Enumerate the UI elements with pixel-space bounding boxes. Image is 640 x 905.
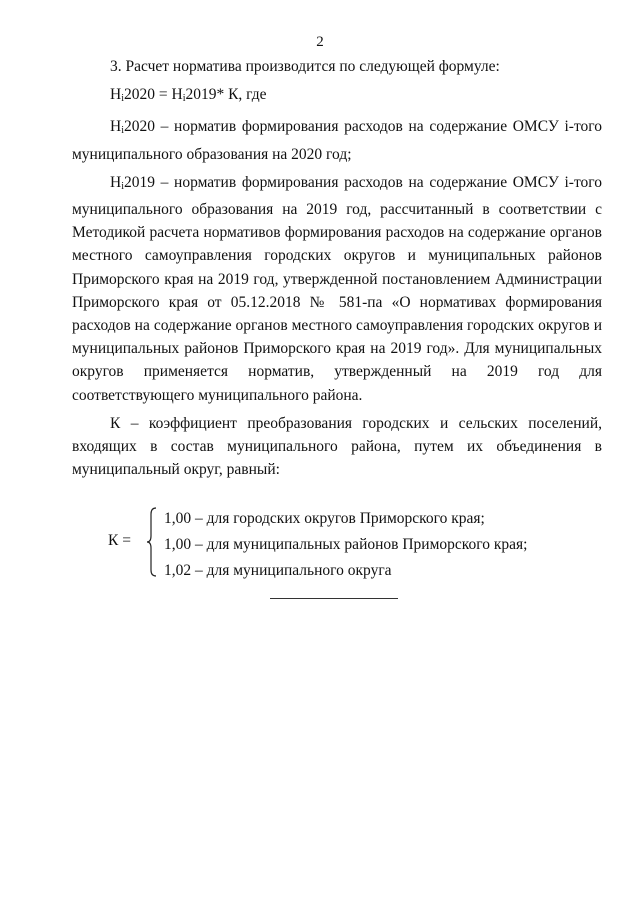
document-body (72, 55, 602, 486)
page-number: 2 (316, 34, 324, 50)
formula-h-symbol: Н (110, 86, 122, 104)
def-h-symbol: Н (110, 173, 122, 191)
k-case-1: 1,00 – для городских округов Приморского края; (164, 510, 485, 527)
end-rule (270, 598, 398, 599)
definition-2020 (72, 115, 602, 165)
definition-2019 (72, 171, 602, 407)
formula-subscript: i (182, 93, 186, 105)
def-2019-text: 2019 – норматив формирования расходов на содержание ОМСУ i-того муниципального образования на 2019 год, рассчитанный в соответствии с Методикой расчета нормативов формирования расходов на содержание органов местного самоуправления городских округов и муниципальных районов Приморского края на 2019 год, утвержденной постановлением Администрации Приморского края от 05.12.2018 № 581-па «О нормативах формирования расходов на содержание органов местного самоуправления городских округов и муниципальных районов Приморского края на 2019 год». Для муниципальных округов применяется норматив, утвержденный на 2019 год для соответствующего муниципального района. (72, 173, 602, 404)
k-cases (164, 506, 527, 584)
formula-right-part: 2019* К, где (185, 86, 267, 104)
def-2020-text: 2020 – норматив формирования расходов на содержание ОМСУ i-того муниципального образования на 2020 год; (72, 118, 602, 163)
intro-paragraph: 3. Расчет норматива производится по следующей формуле: (110, 58, 500, 75)
formula-line (72, 83, 602, 110)
k-case-2: 1,00 – для муниципальных районов Приморского края; (164, 536, 528, 553)
k-label: К = (108, 532, 131, 549)
k-formula (108, 506, 578, 581)
definition-k: К – коэффициент преобразования городских и сельских поселений, входящих в состав муниципального района, путем их объединения в муниципальный округ, равный: (72, 414, 602, 479)
formula-left-part: 2020 = (123, 86, 172, 104)
def-h-symbol: Н (110, 118, 122, 136)
def-subscript: i (121, 125, 124, 137)
k-case-3: 1,02 – для муниципального округа (164, 562, 392, 579)
curly-brace-icon (146, 506, 158, 578)
formula-subscript: i (121, 93, 124, 105)
formula-h-symbol: Н (171, 86, 183, 104)
def-subscript: i (121, 180, 124, 192)
